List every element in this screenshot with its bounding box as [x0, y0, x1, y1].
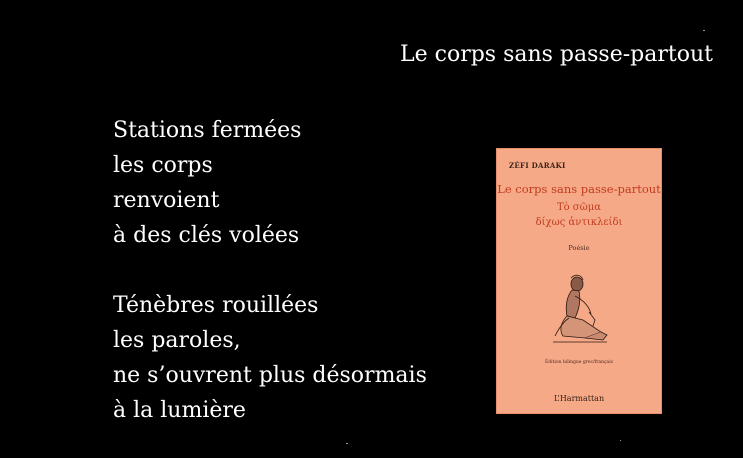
poem-line: les paroles, [113, 328, 241, 353]
poem-line: Stations fermées [113, 118, 302, 143]
poem-stanza-2 [113, 288, 427, 428]
poem-line: ne s’ouvrent plus désormais [113, 363, 427, 388]
book-greek-title-line: δίχως ἀντικλείδι [535, 217, 623, 228]
book-cover [496, 148, 662, 414]
book-title: Le corps sans passe-partout [497, 182, 661, 196]
page-heading: Le corps sans passe-partout [400, 42, 713, 67]
poem-line: Ténèbres rouillées [113, 293, 319, 318]
dust-speck [703, 30, 705, 31]
poem-line: les corps [113, 153, 213, 178]
book-publisher: L’Harmattan [553, 394, 605, 403]
book-author: ZÉFI DARAKI [509, 161, 566, 170]
dust-speck [620, 440, 621, 441]
dust-speck [346, 443, 348, 444]
book-edition: Édition bilingue grec/français [545, 360, 613, 365]
poem [113, 113, 427, 428]
book-greek-title-line: Tὸ σῶμα [556, 202, 602, 213]
poem-stanza-1 [113, 113, 427, 253]
book-greek-title [497, 200, 661, 230]
seated-figure-illustration [545, 272, 615, 347]
poem-line: à des clés volées [113, 223, 300, 248]
poem-line: renvoient [113, 188, 220, 213]
book-genre: Poésie [568, 244, 590, 252]
poem-line: à la lumière [113, 398, 246, 423]
